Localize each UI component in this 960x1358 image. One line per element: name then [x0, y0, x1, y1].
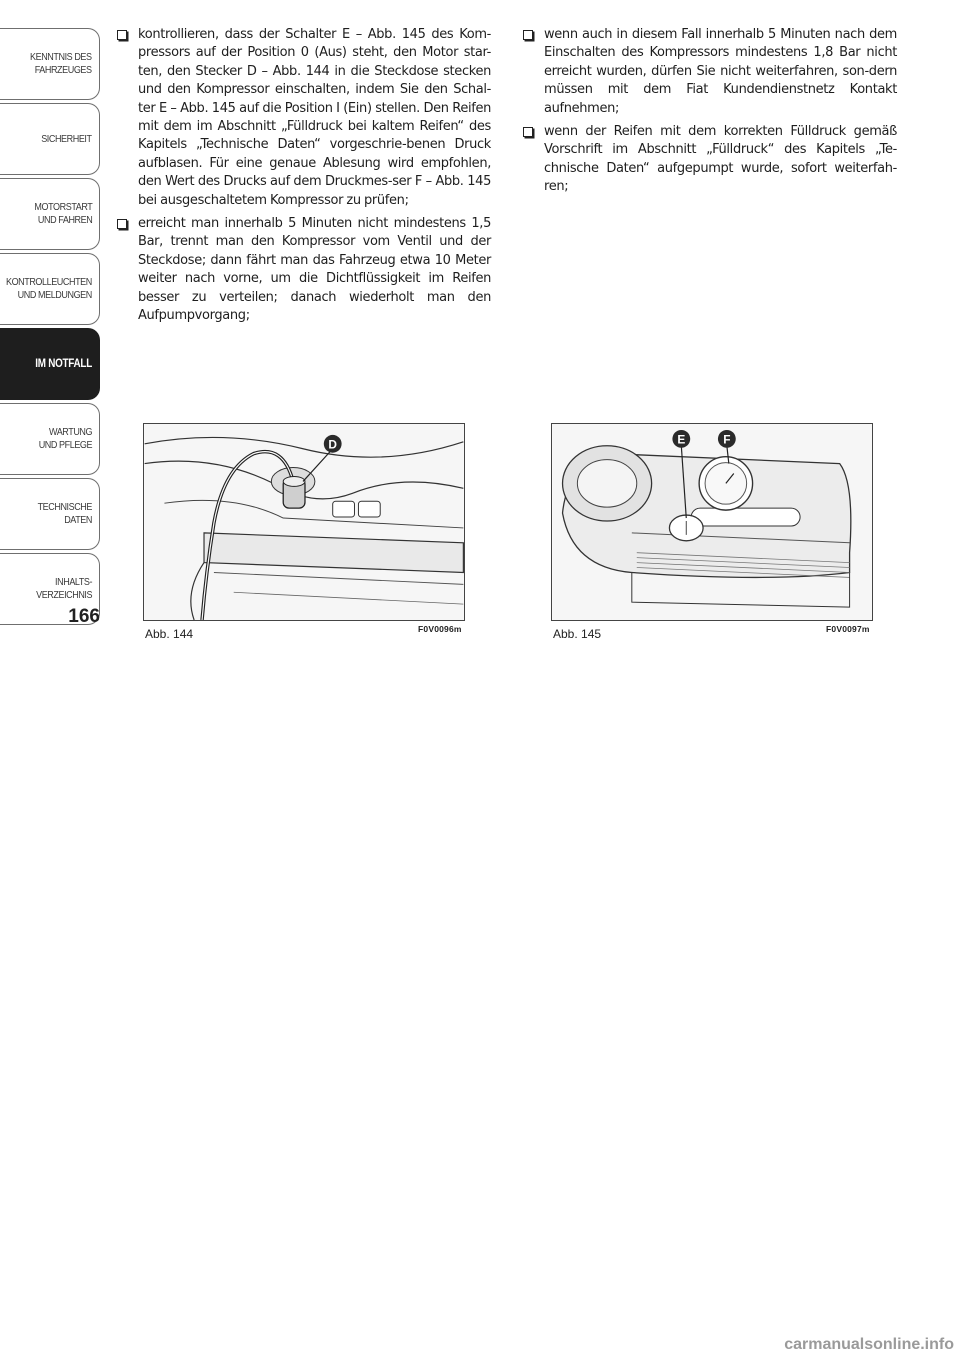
list-item-text: wenn der Reifen mit dem korrekten Fülldruck gemäß Vorschrift im Abschnitt „Fülldruck“ des Kapitels „Te-chnische Daten“ aufgepumpt wurde, sofort weiterfah-ren; [544, 124, 897, 195]
callout-f: F [723, 432, 731, 447]
socket-cable-illustration [144, 424, 464, 620]
figure-code: F0V0096m [418, 624, 462, 634]
checkbox-bullet-icon [117, 30, 127, 40]
tab-wartung-und-pflege[interactable] [0, 403, 100, 475]
watermark: carmanualsonline.info [784, 1336, 954, 1353]
tab-sicherheit[interactable] [0, 103, 100, 175]
right-text-column [523, 26, 897, 202]
list-item [117, 26, 491, 210]
list-item-text: erreicht man innerhalb 5 Minuten nicht mindestens 1,5 Bar, trennt man den Kompressor vom Ventil und der Steckdose; dann fährt man das Fahrzeug etwa 10 Meter weiter nach vorne, um die Dichtflüssigkeit im Reifen besser zu verteilen; danach wiederholt man den Aufpumpvorgang; [138, 216, 491, 324]
tab-label: MOTORSTART UND FAHREN [34, 201, 92, 226]
tab-kenntnis-des-fahrzeuges[interactable] [0, 28, 100, 100]
tab-label: TECHNISCHE DATEN [37, 501, 92, 526]
checkbox-bullet-icon [117, 219, 127, 229]
tab-label: INHALTS- VERZEICHNIS [36, 576, 92, 601]
figure-caption: Abb. 145 [553, 627, 602, 641]
list-item [117, 215, 491, 325]
list-item [523, 123, 897, 197]
page-number: 166 [68, 606, 100, 627]
tab-kontrolleuchten-und-meldungen[interactable] [0, 253, 100, 325]
tab-im-notfall[interactable] [0, 328, 100, 400]
figure-abb-144 [143, 423, 465, 621]
callout-e: E [677, 432, 686, 447]
figure-caption: Abb. 144 [145, 627, 194, 641]
checkbox-bullet-icon [523, 30, 533, 40]
list-item-text: wenn auch in diesem Fall innerhalb 5 Minuten nach dem Einschalten des Kompressors mindestens 1,8 Bar nicht erreicht wurden, dürfen Sie nicht weiterfahren, son-dern müssen mit dem Fiat Kundendienstnetz Kontakt aufnehmen; [544, 27, 897, 116]
tab-label: WARTUNG UND PFLEGE [38, 426, 92, 451]
tab-technische-daten[interactable] [0, 478, 100, 550]
figure-abb-145 [551, 423, 873, 621]
left-text-column [117, 26, 491, 331]
compressor-illustration [552, 424, 872, 620]
tab-label: KONTROLLEUCHTEN UND MELDUNGEN [6, 276, 92, 301]
tab-motorstart-und-fahren[interactable] [0, 178, 100, 250]
tab-label: SICHERHEIT [41, 132, 92, 145]
checkbox-bullet-icon [523, 127, 533, 137]
callout-d: D [328, 437, 337, 452]
list-item [523, 26, 897, 118]
figure-code: F0V0097m [826, 624, 870, 634]
list-item-text: kontrollieren, dass der Schalter E – Abb. 145 des Kom-pressors auf der Position 0 (Aus) steht, den Motor star-ten, den Stecker D – Abb. 144 in die Steckdose stecken und den Kompressor einschalten, indem Sie den Schal-ter E – Abb. 145 auf die Position I (Ein) stellen. Den Reifen mit dem im Abschnitt „Fülldruck bei kaltem Reifen“ des Kapitels „Technische Daten“ vorgeschrie-benen Druck aufblasen. Für eine genaue Ablesung wird empfohlen, den Wert des Drucks auf dem Druckmes-ser F – Abb. 145 bei ausgeschaltetem Kompressor zu prüfen; [138, 27, 491, 208]
tab-label: KENNTNIS DES FAHRZEUGES [30, 51, 92, 76]
tab-label: IM NOTFALL [35, 357, 92, 370]
